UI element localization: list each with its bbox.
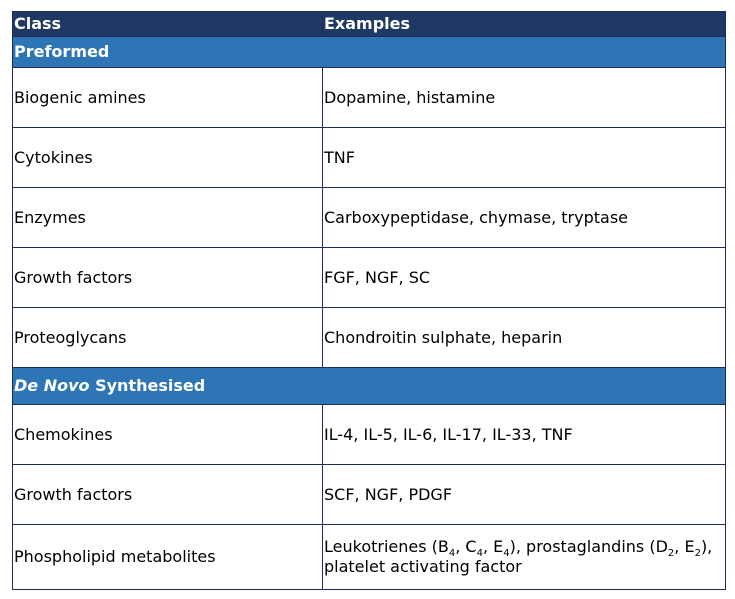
examples-cell: Carboxypeptidase, chymase, tryptase: [323, 188, 726, 248]
examples-text: , E: [674, 537, 695, 556]
table-header-row: [13, 12, 726, 37]
class-cell: Growth factors: [13, 248, 323, 308]
table-row: [13, 308, 726, 368]
class-cell: Cytokines: [13, 128, 323, 188]
table-row: [13, 128, 726, 188]
section-title-rest: Synthesised: [89, 376, 206, 395]
subscript: 4: [476, 548, 483, 560]
examples-cell: SCF, NGF, PDGF: [323, 465, 726, 525]
subscript: 2: [667, 548, 675, 560]
subscript: 4: [503, 548, 510, 560]
class-cell: Biogenic amines: [13, 68, 323, 128]
section-title-de-novo: [13, 368, 726, 405]
examples-text: , C: [455, 537, 477, 556]
class-cell: Chemokines: [13, 405, 323, 465]
section-title-italic: De Novo: [14, 376, 90, 395]
examples-text: Leukotrienes (B: [324, 537, 449, 556]
class-cell: Growth factors: [13, 465, 323, 525]
section-row-de-novo: [13, 368, 726, 405]
table-row: [13, 405, 726, 465]
table-row: [13, 188, 726, 248]
class-cell: Proteoglycans: [13, 308, 323, 368]
examples-text: ), platelet activating factor: [324, 537, 713, 576]
examples-cell: IL-4, IL-5, IL-6, IL-17, IL-33, TNF: [323, 405, 726, 465]
header-class: Class: [13, 12, 323, 37]
table-row: [13, 465, 726, 525]
section-title-preformed: Preformed: [13, 37, 726, 68]
table-row: [13, 248, 726, 308]
header-examples: Examples: [323, 12, 726, 37]
mediators-table: [12, 11, 726, 590]
examples-cell: TNF: [323, 128, 726, 188]
class-cell: Phospholipid metabolites: [13, 525, 323, 590]
examples-cell: Chondroitin sulphate, heparin: [323, 308, 726, 368]
examples-text: , E: [482, 537, 504, 556]
table-row: [13, 68, 726, 128]
examples-cell: FGF, NGF, SC: [323, 248, 726, 308]
examples-cell: [323, 525, 726, 590]
subscript: 2: [694, 548, 701, 560]
section-row-preformed: [13, 37, 726, 68]
examples-cell: Dopamine, histamine: [323, 68, 726, 128]
examples-text: ), prostaglandins (D: [509, 537, 668, 556]
table-row: [13, 525, 726, 590]
subscript: 4: [448, 548, 456, 560]
class-cell: Enzymes: [13, 188, 323, 248]
